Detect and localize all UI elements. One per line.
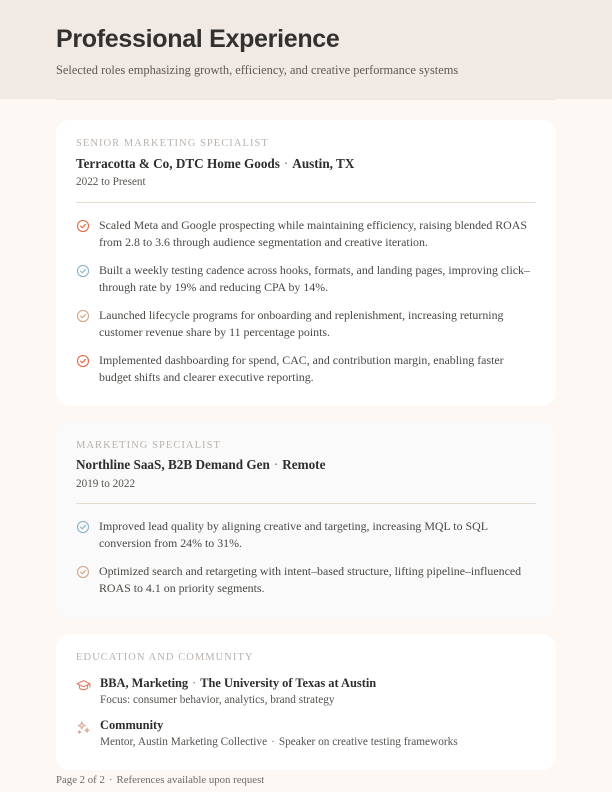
community-role-speaker: Speaker on creative testing frameworks <box>278 736 458 748</box>
achievement-text: Launched lifecycle programs for onboarding and replenishment, increasing returning customer revenue share by 11 percentage points. <box>99 307 504 339</box>
education-detail <box>100 675 376 708</box>
role-company-line <box>76 457 536 474</box>
achievement-bullet <box>76 518 536 552</box>
role-dates: 2019 to 2022 <box>76 477 136 490</box>
achievement-bullet <box>76 307 536 341</box>
achievement-bullet <box>76 262 536 296</box>
education-row <box>76 675 536 708</box>
circle-check-icon <box>76 354 90 368</box>
education-kicker: EDUCATION AND COMMUNITY <box>76 651 254 663</box>
sparkles-icon <box>76 720 91 735</box>
community-roles <box>100 735 458 750</box>
separator-dot: · <box>273 457 279 473</box>
circle-check-icon <box>76 565 90 579</box>
header-divider <box>56 99 556 100</box>
footer-note: References available upon request <box>116 774 265 786</box>
page-header <box>0 0 612 99</box>
separator-dot: · <box>271 736 275 748</box>
circle-check-icon <box>76 309 90 323</box>
school-name: The University of Texas at Austin <box>200 675 377 690</box>
separator-dot: · <box>283 155 289 171</box>
graduation-cap-icon <box>76 678 91 693</box>
role-kicker: SENIOR MARKETING SPECIALIST <box>76 138 269 149</box>
card-divider <box>76 503 536 504</box>
achievement-text: Built a weekly testing cadence across hooks, formats, and landing pages, improving click–through rate by 19% and reducing CPA by 14%. <box>99 262 530 294</box>
achievement-bullet <box>76 563 536 597</box>
circle-check-icon <box>76 264 90 278</box>
role-dates: 2022 to Present <box>76 176 146 189</box>
company-name: Northline SaaS, B2B Demand Gen <box>76 457 270 473</box>
community-detail <box>100 717 458 750</box>
experience-card <box>56 120 556 406</box>
education-focus: Focus: consumer behavior, analytics, brand strategy <box>100 693 335 706</box>
separator-dot: · <box>108 774 113 786</box>
community-role-mentor: Mentor, Austin Marketing Collective <box>100 736 268 748</box>
education-degree-line <box>100 675 376 691</box>
achievement-text: Optimized search and retargeting with intent–based structure, lifting pipeline–influenced ROAS to 4.1 on priority segments. <box>99 564 522 596</box>
page-subtitle: Selected roles emphasizing growth, efficiency, and creative performance systems <box>56 62 459 77</box>
community-title: Community <box>100 717 164 732</box>
achievement-text: Implemented dashboarding for spend, CAC, and contribution margin, enabling faster budget shifts and clearer executive reporting. <box>99 352 504 384</box>
degree-name: BBA, Marketing <box>100 675 189 690</box>
education-card <box>56 634 556 771</box>
separator-dot: · <box>192 675 197 690</box>
circle-check-icon <box>76 219 90 233</box>
community-row <box>76 717 536 750</box>
circle-check-icon <box>76 520 90 534</box>
role-location: Remote <box>282 457 326 473</box>
achievement-bullet <box>76 217 536 251</box>
achievement-text: Improved lead quality by aligning creative and targeting, increasing MQL to SQL conversion from 24% to 31%. <box>99 519 488 551</box>
achievement-text: Scaled Meta and Google prospecting while maintaining efficiency, raising blended ROAS from 2.8 to 3.6 through audience segmentation and creative iteration. <box>99 217 527 249</box>
achievement-bullet <box>76 352 536 386</box>
page-title: Professional Experience <box>56 25 340 53</box>
role-kicker: MARKETING SPECIALIST <box>76 439 221 451</box>
card-divider <box>76 202 536 203</box>
experience-card <box>56 422 556 618</box>
page-footer <box>56 774 264 786</box>
role-company-line <box>76 156 536 173</box>
role-location: Austin, TX <box>292 155 355 171</box>
company-name: Terracotta & Co, DTC Home Goods <box>76 155 280 171</box>
experience-list <box>0 99 612 770</box>
page-number: Page 2 of 2 <box>56 774 105 786</box>
